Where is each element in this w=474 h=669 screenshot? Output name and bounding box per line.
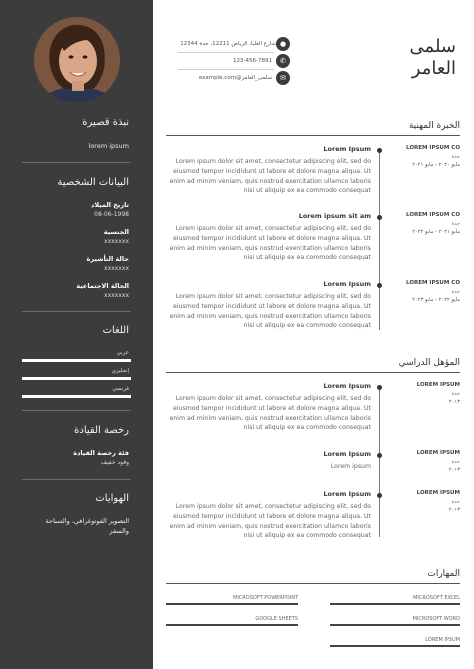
education-city: جدة [451,391,460,397]
license-class: فئة رخصة القيادة [73,449,129,457]
birthdate-label: تاريخ الميلاد [91,201,129,209]
education-city: جدة [451,499,460,505]
timeline-dot [377,453,382,458]
section-rule [166,135,460,136]
email-text: سلمى_العامر@example.com [198,75,272,81]
sidebar-divider [22,311,131,312]
timeline-dot [377,148,382,153]
language-level-bar [22,359,131,362]
visa-status-value: xxxxxxx [104,265,129,272]
experience-position: Lorem ipsum sit am [298,212,371,220]
education-city: جدة [451,459,460,465]
experience-city: جدة [451,289,460,295]
experience-city: جدة [451,221,460,227]
sidebar-divider [22,410,131,411]
experience-company: LOREM IPSUM CO [406,145,460,151]
education-date: ٢٠١٣ [448,467,460,473]
personal-data-title: البيانات الشخصية [57,177,129,188]
language-level-bar [22,377,131,380]
phone-icon: ✆ [276,54,290,68]
contact-divider [178,52,274,53]
sidebar-divider [22,162,131,163]
skill-level-bar [330,645,460,647]
phone-text: 123-456-7891 [233,58,272,64]
address-text: شارع العليا، الرياض 12211، جدة 12344 [180,41,276,47]
license-title: رخصة القيادة [74,425,129,436]
experience-description: Lorem ipsum dolor sit amet, consectetur adipiscing elit, sed do eiusmod tempor incididunt ut labore et dolore magna aliqua. Ut enim ad minim veniam, quis nostrud exercitation ullamco laboris nisi ut aliquip ex ea commodo consequat [169,225,371,262]
profile-photo [34,17,120,103]
experience-description: Lorem ipsum dolor sit amet, consectetur adipiscing elit, sed do eiusmod tempor incididunt ut labore et dolore magna aliqua. Ut enim ad minim veniam, quis nostrud exercitation ullamco laboris nisi ut aliquip ex ea commodo consequat [169,293,371,330]
visa-status-label: حالة التأشيرة [86,255,129,263]
language-label: عربي [116,350,129,356]
education-position: Lorem Ipsum [323,490,371,498]
education-date: ٢٠١٣ [448,507,460,513]
experience-company: LOREM IPSUM CO [406,212,460,218]
timeline-dot [377,493,382,498]
nationality-value: xxxxxxx [104,238,129,245]
experience-company: LOREM IPSUM CO [406,280,460,286]
education-position: Lorem Ipsum [323,382,371,390]
location-icon: ● [276,37,290,51]
education-title: المؤهل الدراسي [398,358,460,368]
timeline-dot [377,385,382,390]
education-description: Lorem ipsum dolor sit amet, consectetur adipiscing elit, sed do eiusmod tempor incididunt ut labore et dolore magna aliqua. Ut enim ad minim veniam, quis nostrud exercitation ullamco laboris nisi ut aliquip ex ea commodo consequat [169,395,371,432]
profile-photo-image [34,17,120,103]
skill-label: MICROSOFT POWERPOINT [233,595,298,601]
skill-level-bar [166,603,298,605]
experience-position: Lorem Ipsum [323,145,371,153]
skill-level-bar [166,624,298,626]
education-position: Lorem Ipsum [323,450,371,458]
languages-title: اللغات [102,325,129,336]
experience-date: مايو ٢٠٢٠ - مايو ٢٠٢١ [412,162,460,168]
education-school: LOREM IPSUM [416,450,460,456]
education-description: Lorem ipsum [330,463,371,470]
license-type: وقود خفيف [100,459,129,466]
experience-date: مايو ٢٠٢١ - مايو ٢٠٢٢ [412,229,460,235]
email-icon: ✉ [276,71,290,85]
skills-title: المهارات [427,569,460,579]
education-timeline [379,387,380,537]
last-name: العامر [411,58,456,79]
language-level-bar [22,395,131,398]
hobbies-title: الهوايات [95,493,129,504]
section-rule [166,372,460,373]
timeline-dot [377,215,382,220]
section-rule [166,583,460,584]
experience-city: جدة [451,154,460,160]
nationality-label: الجنسية [103,228,129,236]
language-label: فرنسي [112,386,129,392]
hobbies-line: التصوير الفوتوغرافي، والسباحة [45,517,129,525]
skill-label: LOREM IPSUM [425,637,460,643]
education-date: ٢٠١٣ [448,399,460,405]
birthdate-value: 08-06-1998 [94,211,129,218]
marital-status-value: xxxxxxx [104,292,129,299]
skill-label: MICROSOFT WORD [412,616,460,622]
skill-label: MICROSOFT EXCEL [413,595,460,601]
experience-title: الخبرة المهنية [408,121,460,131]
education-school: LOREM IPSUM [416,490,460,496]
sidebar-divider [22,479,131,480]
language-label: إنجليزي [111,368,129,374]
experience-position: Lorem Ipsum [323,280,371,288]
summary-text: lorem ipsum [88,142,129,150]
skill-level-bar [330,603,460,605]
skill-level-bar [330,624,460,626]
summary-title: نبذة قصيرة [82,117,129,128]
contact-divider [178,69,274,70]
skill-label: GOOGLE SHEETS [255,616,298,622]
experience-date: مايو ٢٠٢٢ - مايو ٢٠٢٣ [412,297,460,303]
sidebar [0,0,153,669]
education-school: LOREM IPSUM [416,382,460,388]
first-name: سلمى [409,36,456,57]
marital-status-label: الحالة الاجتماعية [76,282,129,290]
hobbies-line: والسفر [109,527,129,535]
experience-description: Lorem ipsum dolor sit amet, consectetur adipiscing elit, sed do eiusmod tempor incididunt ut labore et dolore magna aliqua. Ut enim ad minim veniam, quis nostrud exercitation ullamco laboris nisi ut aliquip ex ea commodo consequat [169,158,371,195]
experience-timeline [379,150,380,330]
timeline-dot [377,283,382,288]
education-description: Lorem ipsum dolor sit amet, consectetur adipiscing elit, sed do eiusmod tempor incididunt ut labore et dolore magna aliqua. Ut enim ad minim veniam, quis nostrud exercitation ullamco laboris nisi ut aliquip ex ea commodo consequat [169,503,371,540]
